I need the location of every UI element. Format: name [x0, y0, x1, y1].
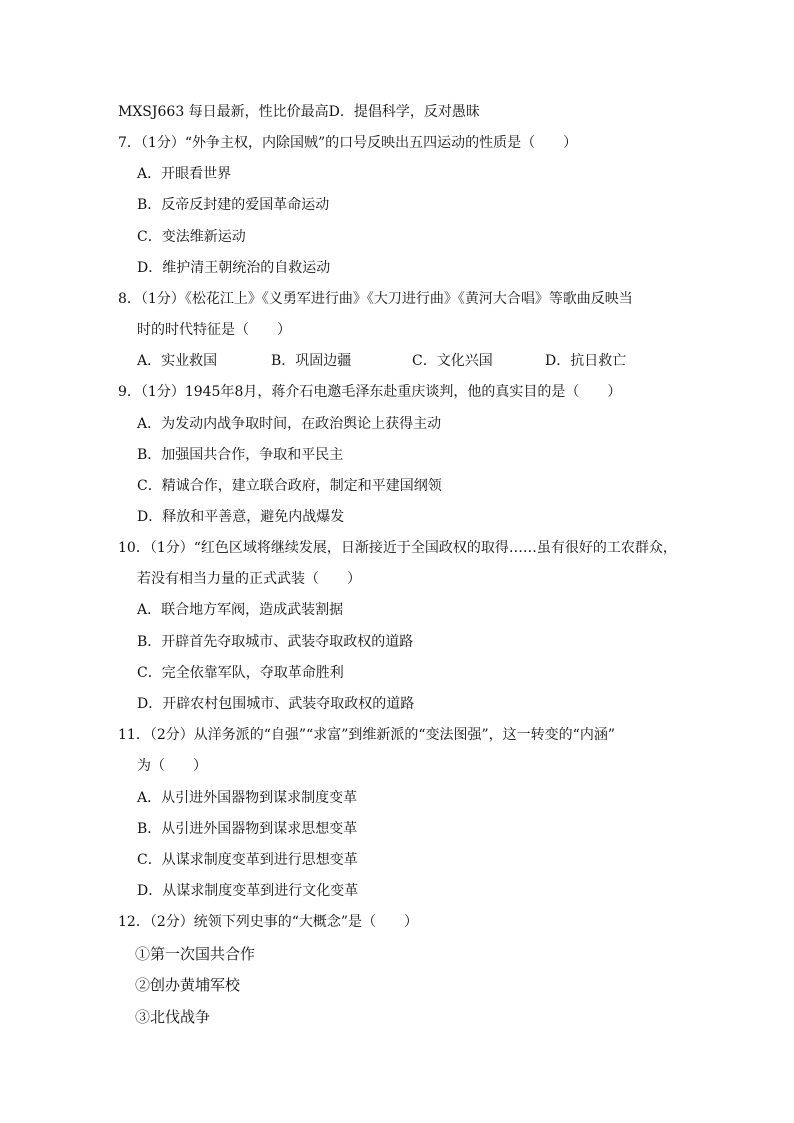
- question-10-option-d: D．开辟农村包围城市、武装夺取政权的道路: [137, 696, 415, 712]
- question-8-stem-continued: 时的时代特征是（ ）: [137, 322, 291, 338]
- question-8-option-d: D．抗日救亡: [545, 353, 627, 369]
- question-11-option-d: D．从谋求制度变革到进行文化变革: [137, 883, 359, 899]
- question-11-option-a: A．从引进外国器物到谋求制度变革: [137, 790, 358, 806]
- question-7-option-a: A．开眼看世界: [137, 166, 232, 182]
- question-12-item-2: ②创办黄埔军校: [135, 976, 241, 994]
- question-11-stem: 11．（2分）从洋务派的“自强”“求富”到维新派的“变法图强”，这一转变的“内涵”: [118, 727, 615, 743]
- question-9-option-a: A．为发动内战争取时间，在政治舆论上获得主动: [137, 416, 442, 432]
- question-10-stem-continued: 若没有相当力量的正式武装（ ）: [137, 571, 361, 587]
- header-line: MXSJ663 每日最新，性比价最高D．提倡科学，反对愚昧: [118, 104, 480, 120]
- question-9-option-c: C．精诚合作，建立联合政府，制定和平建国纲领: [137, 478, 442, 494]
- question-8-option-c: C．文化兴国: [412, 353, 493, 369]
- question-7-option-b: B．反帝反封建的爱国革命运动: [137, 197, 330, 213]
- question-8-options: [137, 352, 657, 370]
- question-9-stem: 9．（1分）1945年8月，蒋介石电邀毛泽东赴重庆谈判，他的真实目的是（ ）: [118, 384, 622, 400]
- question-12-stem: 12．（2分）统领下列史事的“大概念”是（ ）: [118, 914, 419, 930]
- question-9-option-d: D．释放和平善意，避免内战爆发: [137, 509, 345, 525]
- question-11-option-c: C．从谋求制度变革到进行思想变革: [137, 852, 358, 868]
- question-10-option-b: B．开辟首先夺取城市、武装夺取政权的道路: [137, 634, 414, 650]
- question-8-stem: 8．（1分）《松花江上》《义勇军进行曲》《大刀进行曲》《黄河大合唱》等歌曲反映当: [118, 291, 633, 307]
- question-8-option-a: A．实业救国: [137, 353, 218, 369]
- question-11-option-b: B．从引进外国器物到谋求思想变革: [137, 821, 358, 837]
- question-7-option-c: C．变法维新运动: [137, 229, 246, 245]
- question-8-option-b: B．巩固边疆: [271, 353, 352, 369]
- question-11-stem-continued: 为（ ）: [137, 758, 207, 774]
- question-7-stem: 7．（1分）“外争主权，内除国贼”的口号反映出五四运动的性质是（ ）: [118, 135, 578, 151]
- question-10-option-a: A．联合地方军阀，造成武装割据: [137, 602, 344, 618]
- question-9-option-b: B．加强国共合作，争取和平民主: [137, 447, 344, 463]
- question-12-item-1: ①第一次国共合作: [135, 945, 256, 963]
- question-7-option-d: D．维护清王朝统治的自救运动: [137, 260, 331, 276]
- question-10-stem: 10．（1分）“红色区域将继续发展，日渐接近于全国政权的取得……虽有很好的工农群众，: [118, 540, 677, 556]
- question-10-option-c: C．完全依靠军队，夺取革命胜利: [137, 665, 344, 681]
- question-12-item-3: ③北伐战争: [135, 1008, 211, 1026]
